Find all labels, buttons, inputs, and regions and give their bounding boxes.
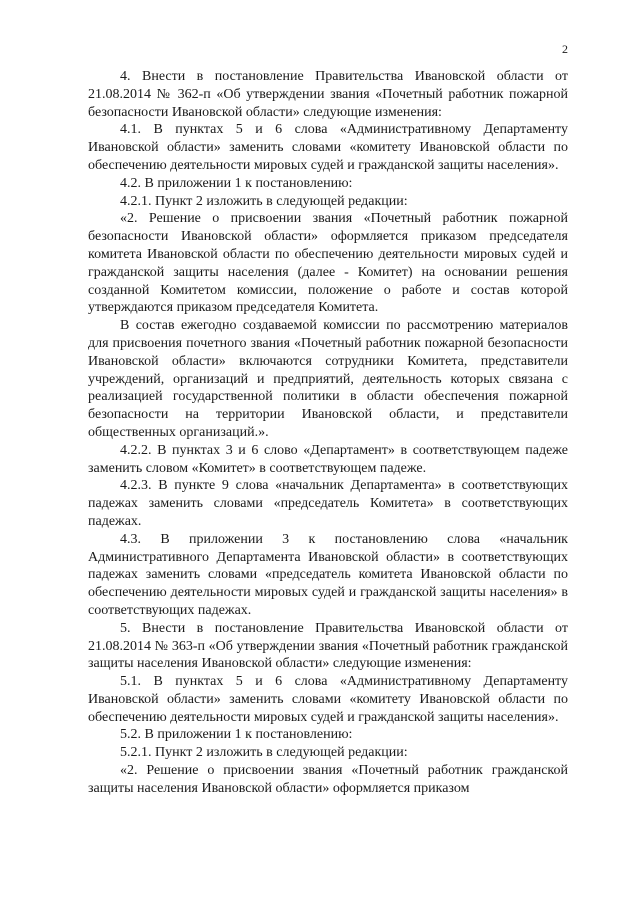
document-body xyxy=(88,68,568,798)
paragraph: 4.2.3. В пункте 9 слова «начальник Департамента» в соответствующих падежах заменить словами «председатель Комитета» в соответствующих падежах. xyxy=(88,478,568,529)
paragraph: 5.1. В пунктах 5 и 6 слова «Административному Департаменту Ивановской области» заменить словами «комитету Ивановской области по обеспечению деятельности мировых судей и гражданской защиты населения». xyxy=(88,674,568,725)
paragraph: 4.2. В приложении 1 к постановлению: xyxy=(120,175,353,191)
paragraph: 4.1. В пунктах 5 и 6 слова «Административному Департаменту Ивановской области» заменить словами «комитету Ивановской области по обеспечению деятельности мировых судей и гражданской защиты населения». xyxy=(88,122,568,173)
paragraph: 4.3. В приложении 3 к постановлению слова «начальник Административного Департамента Ивановской области» в соответствующих падежах заменить словами «председатель комитета Ивановской области по обеспечению деятельности мировых судей и гражданской защиты населения» в соответствующих падежах. xyxy=(88,531,568,618)
paragraph: 4.2.2. В пунктах 3 и 6 слово «Департамент» в соответствующем падеже заменить словом «Комитет» в соответствующем падеже. xyxy=(88,442,568,476)
page-number: 2 xyxy=(562,42,568,56)
paragraph: 4.2.1. Пункт 2 изложить в следующей редакции: xyxy=(120,193,408,209)
paragraph: «2. Решение о присвоении звания «Почетный работник пожарной безопасности Ивановской области» оформляется приказом председателя комитета Ивановской области по обеспечению деятельности мировых судей и гражданской защиты населения (далее - Комитет) на основании решения созданной Комитетом комиссии, положение о работе и состав которой утверждаются приказом председателя Комитета. xyxy=(88,211,568,316)
paragraph: «2. Решение о присвоении звания «Почетный работник гражданской защиты населения Ивановской области» оформляется приказом xyxy=(88,763,568,796)
paragraph: 5.2. В приложении 1 к постановлению: xyxy=(120,727,353,743)
paragraph: 5.2.1. Пункт 2 изложить в следующей редакции: xyxy=(120,745,408,761)
paragraph: 4. Внести в постановление Правительства Ивановской области от 21.08.2014 № 362-п «Об утверждении звания «Почетный работник пожарной безопасности Ивановской области» следующие изменения: xyxy=(88,69,568,120)
paragraph: В состав ежегодно создаваемой комиссии по рассмотрению материалов для присвоения почетного звания «Почетный работник пожарной безопасности Ивановской области» включаются сотрудники Комитета, представители учреждений, организаций и предприятий, деятельность которых связана с реализацией государственной политики в области обеспечения пожарной безопасности на территории Ивановской области, и представители общественных организаций.». xyxy=(88,318,568,440)
paragraph: 5. Внести в постановление Правительства Ивановской области от 21.08.2014 № 363-п «Об утверждении звания «Почетный работник гражданской защиты населения Ивановской области» следующие изменения: xyxy=(88,620,568,672)
